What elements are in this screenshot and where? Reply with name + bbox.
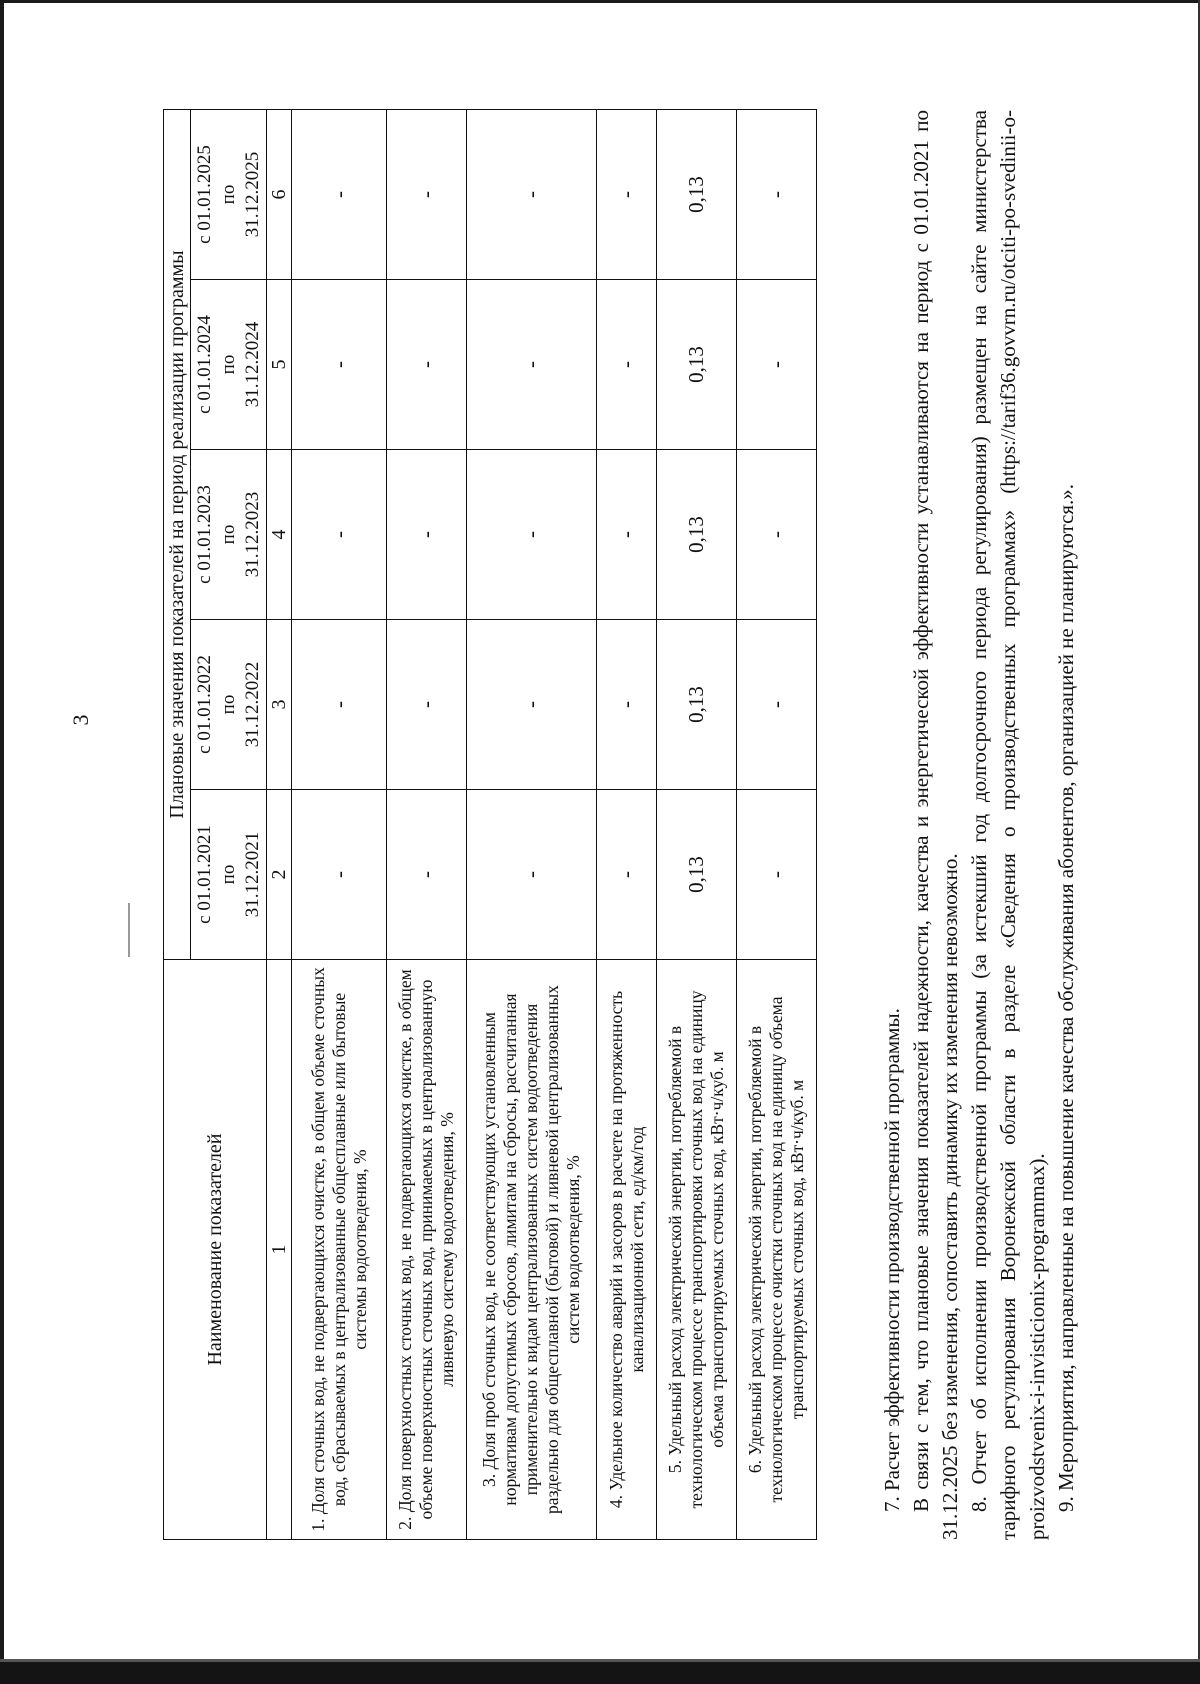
period-header: с 01.01.2023 по 31.12.2023 [191,450,267,620]
indicator-value: - [597,109,657,279]
note-paragraph: В связи с тем, что плановые значения показателей надежности, качества и энергетической эффективности устанавливаются на период с 01.01.2021 по 31.12.2025 без изменения, сопоставить динамику их изменения невозможно. [909,110,962,1540]
column-number-row [267,109,292,1539]
note-paragraph: 7. Расчет эффективности производственной программы. [880,1008,904,1512]
period-header: с 01.01.2025 по 31.12.2025 [191,109,267,279]
indicator-value: - [292,109,387,279]
indicator-value: 0,13 [657,620,737,790]
scan-border-top [0,0,1200,3]
indicator-value: - [387,280,467,450]
period-header: с 01.01.2022 по 31.12.2022 [191,620,267,790]
period-header: с 01.01.2021 по 31.12.2021 [191,790,267,960]
indicator-value: - [597,280,657,450]
indicator-value: - [467,620,597,790]
indicator-value: - [737,280,817,450]
indicator-value: 0,13 [657,109,737,279]
column-number: 4 [267,450,292,620]
indicator-name: 4. Удельное количество аварий и засоров в расчете на протяженность канализационной сети, ед/км/год [597,960,657,1540]
indicator-value: - [737,450,817,620]
table-row [467,109,597,1539]
table-row [737,109,817,1539]
indicator-value: - [387,620,467,790]
scan-border-left [0,0,4,1684]
indicator-name: 3. Доля проб сточных вод, не соответствующих установленным нормативам допустимых сбросов, лимитам на сбросы, рассчитанная применительно к видам централизованных систем водоотведения раздельно для общесплавной (бытовой) и ливневой централизованных систем водоотведения, % [467,960,597,1540]
indicator-name: 5. Удельный расход электрической энергии, потребляемой в технологическом процессе транспортировки сточных вод на единицу объема транспортируемых сточных вод, кВт·ч/куб. м [657,960,737,1540]
indicator-value: - [387,790,467,960]
note-paragraph: 8. Отчет об исполнении производственной программы (за истекший год долгосрочного периода регулирования) размещен на сайте министерства тарифного регулирования Воронежской области в разделе «Сведения о производственных программах» (https://tarif36.govvrn.ru/otciti-po-svedinii-o-proizvodstvenix-i-invisticionix-programmax). [967,110,1049,1540]
table-row [387,109,467,1539]
indicator-value: 0,13 [657,790,737,960]
rotated-page [48,110,1108,1610]
indicator-value: - [467,790,597,960]
scan-border-bottom [0,1662,1200,1684]
indicator-name: 2. Доля поверхностных сточных вод, не подвергающихся очистке, в общем объеме поверхностных сточных вод, принимаемых в централизованную ливневую систему водоотведения, % [387,960,467,1540]
indicator-value: - [597,790,657,960]
indicator-value: - [387,109,467,279]
indicator-value: - [597,450,657,620]
column-number: 6 [267,109,292,279]
column-number: 3 [267,620,292,790]
indicator-value: 0,13 [657,280,737,450]
table-row [657,109,737,1539]
indicator-name: 1. Доля сточных вод, не подвергающихся очистке, в общем объеме сточных вод, сбрасываемых в централизованные общесплавные или бытовые системы водоотведения, % [292,960,387,1540]
column-number: 1 [267,960,292,1540]
page-number: 3 [68,714,93,726]
column-number: 5 [267,280,292,450]
indicator-value: 0,13 [657,450,737,620]
indicator-value: - [467,280,597,450]
indicator-value: - [467,109,597,279]
column-header-group: Плановые значения показателей на период реализации программы [164,109,191,959]
indicator-value: - [292,790,387,960]
indicator-value: - [467,450,597,620]
indicator-value: - [387,450,467,620]
column-header-name: Наименование показателей [164,960,267,1540]
table-row [597,109,657,1539]
indicator-name: 6. Удельный расход электрической энергии, потребляемой в технологическом процессе очистки сточных вод на единицу объема транспортируемых сточных вод, кВт·ч/куб. м [737,960,817,1540]
column-number: 2 [267,790,292,960]
table-row [292,109,387,1539]
indicator-value: - [737,790,817,960]
indicator-value: - [292,450,387,620]
table-header-row [164,109,191,1539]
note-paragraph: 9. Мероприятия, направленные на повышение качества обслуживания абонентов, организацией не планируются.». [1054,483,1078,1512]
indicator-value: - [292,620,387,790]
indicator-value: - [597,620,657,790]
indicators-table [163,109,817,1540]
notes-section [878,110,1081,1540]
indicator-value: - [737,620,817,790]
indicator-value: - [292,280,387,450]
period-header: с 01.01.2024 по 31.12.2024 [191,280,267,450]
indicator-value: - [737,109,817,279]
